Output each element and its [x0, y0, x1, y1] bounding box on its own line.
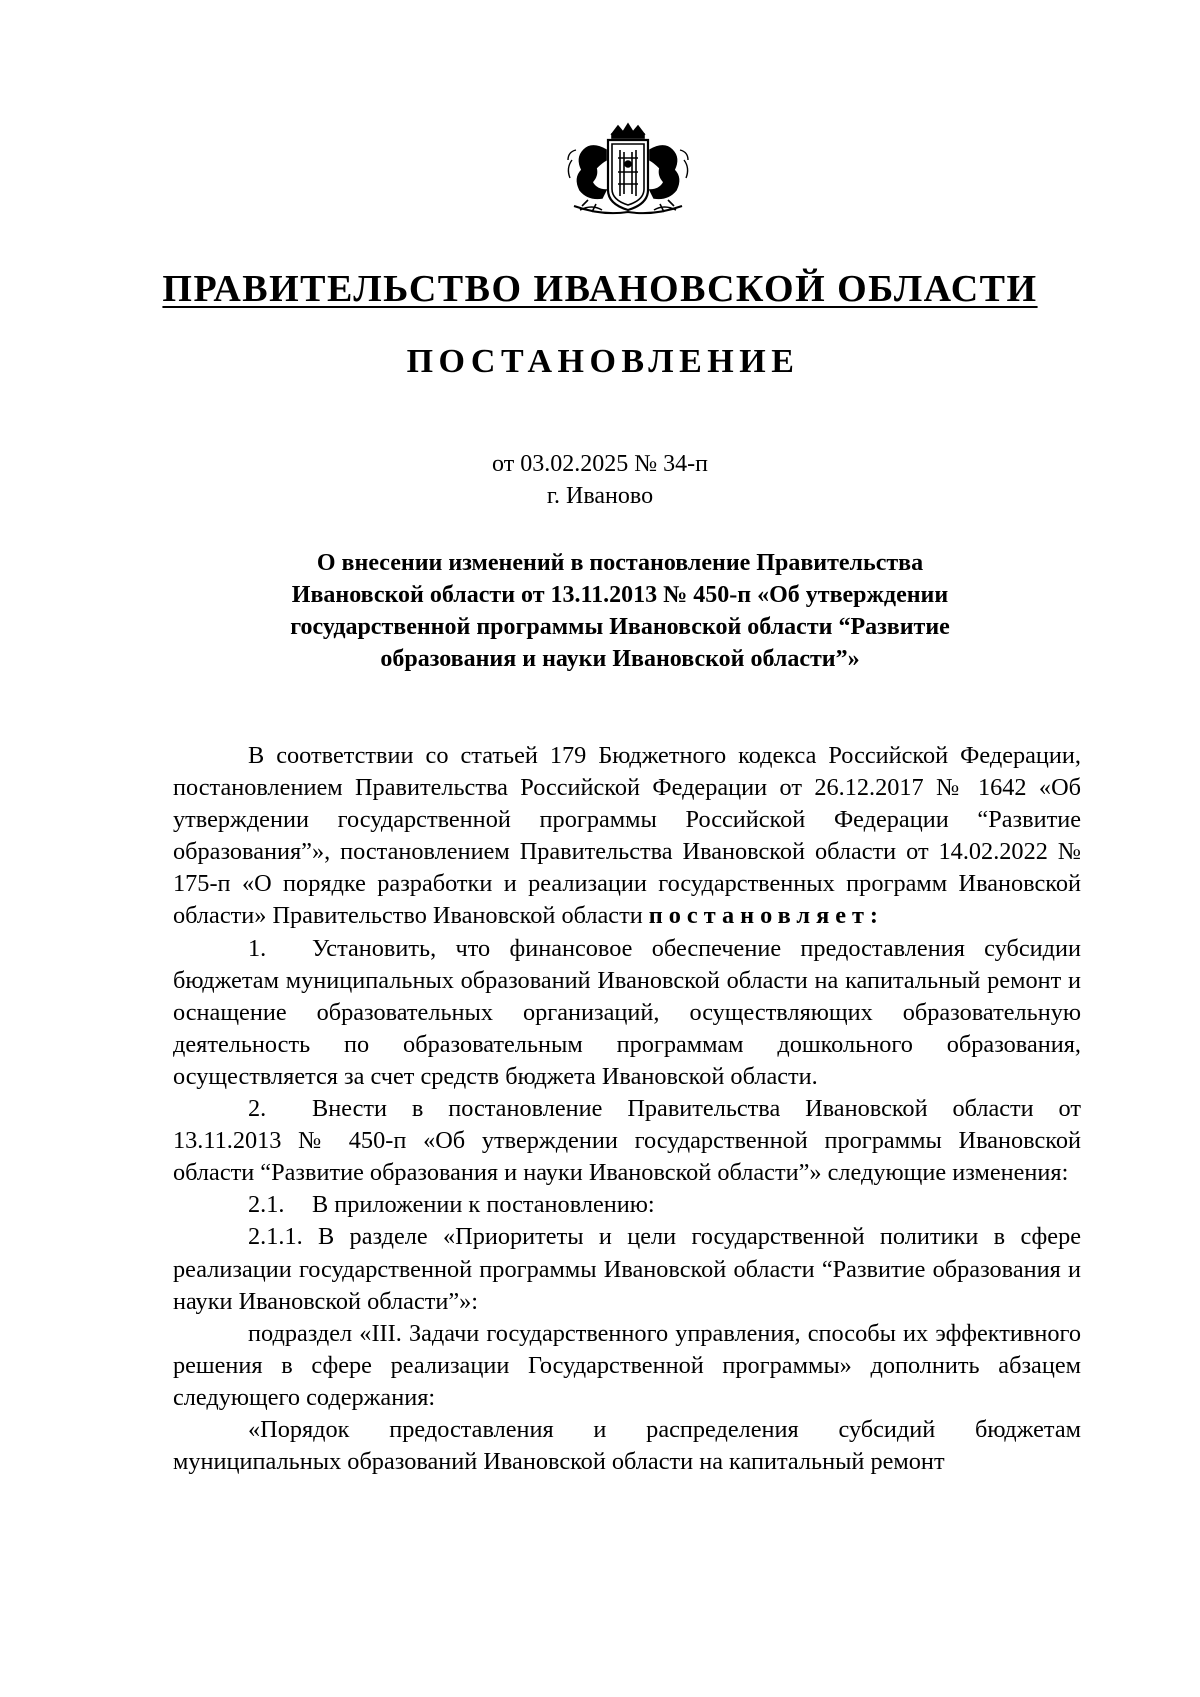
government-title — [0, 265, 1200, 313]
subject-line: Ивановской области от 13.11.2013 № 450-п «Об утверждении — [291, 582, 949, 608]
item-2-1-paragraph — [173, 1189, 1081, 1221]
item-number: 2.1. — [248, 1191, 285, 1219]
item-text: Установить, что финансовое обеспечение предоставления субсидии бюджетам муниципальных образований Ивановской области на капитальный ремонт и оснащение образовательных организаций, осуществляющих образовательную деятельность по образовательным программам дошкольного образования, осуществляется за счет средств бюджета Ивановской области. — [173, 934, 1081, 1090]
preamble-paragraph — [173, 740, 1081, 933]
item-number: 2.1.1. — [248, 1223, 303, 1251]
city: г. Иваново — [546, 483, 654, 509]
item-2-1-1-paragraph — [173, 1221, 1081, 1317]
item-text: В приложении к постановлению: — [312, 1191, 655, 1219]
item-number: 2. — [248, 1095, 267, 1123]
item-text: В разделе «Приоритеты и цели государственной политики в сфере реализации государственной программы Ивановской области “Развитие образования и науки Ивановской области”»: — [173, 1223, 1081, 1315]
item-1-paragraph — [173, 933, 1081, 1093]
government-title-text: ПРАВИТЕЛЬСТВО ИВАНОВСКОЙ ОБЛАСТИ — [162, 268, 1038, 310]
subsection-paragraph: подраздел «III. Задачи государственного управления, способы их эффективного решения в сфере реализации Государственной программы» дополнить абзацем следующего содержания: — [173, 1319, 1081, 1411]
subject-line: образования и науки Ивановской области”» — [380, 646, 860, 672]
subject-line: государственной программы Ивановской области “Развитие — [290, 614, 950, 640]
date-number: от 03.02.2025 № 34-п — [492, 451, 708, 477]
subject-line: О внесении изменений в постановление Правительства — [316, 550, 924, 576]
item-text: Внести в постановление Правительства Ивановской области от 13.11.2013 № 450-п «Об утверждении государственной программы Ивановской области “Развитие образования и науки Ивановской области”» следующие изменения: — [173, 1095, 1081, 1187]
document-type: ПОСТАНОВЛЕНИЕ — [406, 343, 800, 380]
document-meta — [0, 448, 1200, 512]
quote-paragraph: «Порядок предоставления и распределения субсидий бюджетам муниципальных образований Ивановской области на капитальный ремонт — [173, 1415, 1081, 1476]
preamble-text: В соответствии со статьей 179 Бюджетного кодекса Российской Федерации, постановлением Правительства Российской Федерации от 26.12.2017 № 1642 «Об утверждении государственной программы Российской Федерации “Развитие образования”», постановлением Правительства Ивановской области от 14.02.2022 № 175-п «О порядке разработки и реализации государственных программ Ивановской области» Правительство Ивановской области — [173, 742, 1081, 930]
preamble-action: постановляет: — [648, 902, 885, 930]
ivanovo-coat-of-arms-icon — [562, 120, 694, 220]
item-number: 1. — [248, 934, 267, 962]
document-subject — [220, 547, 1020, 675]
document-body — [173, 740, 1081, 1478]
item-2-paragraph — [173, 1093, 1081, 1189]
